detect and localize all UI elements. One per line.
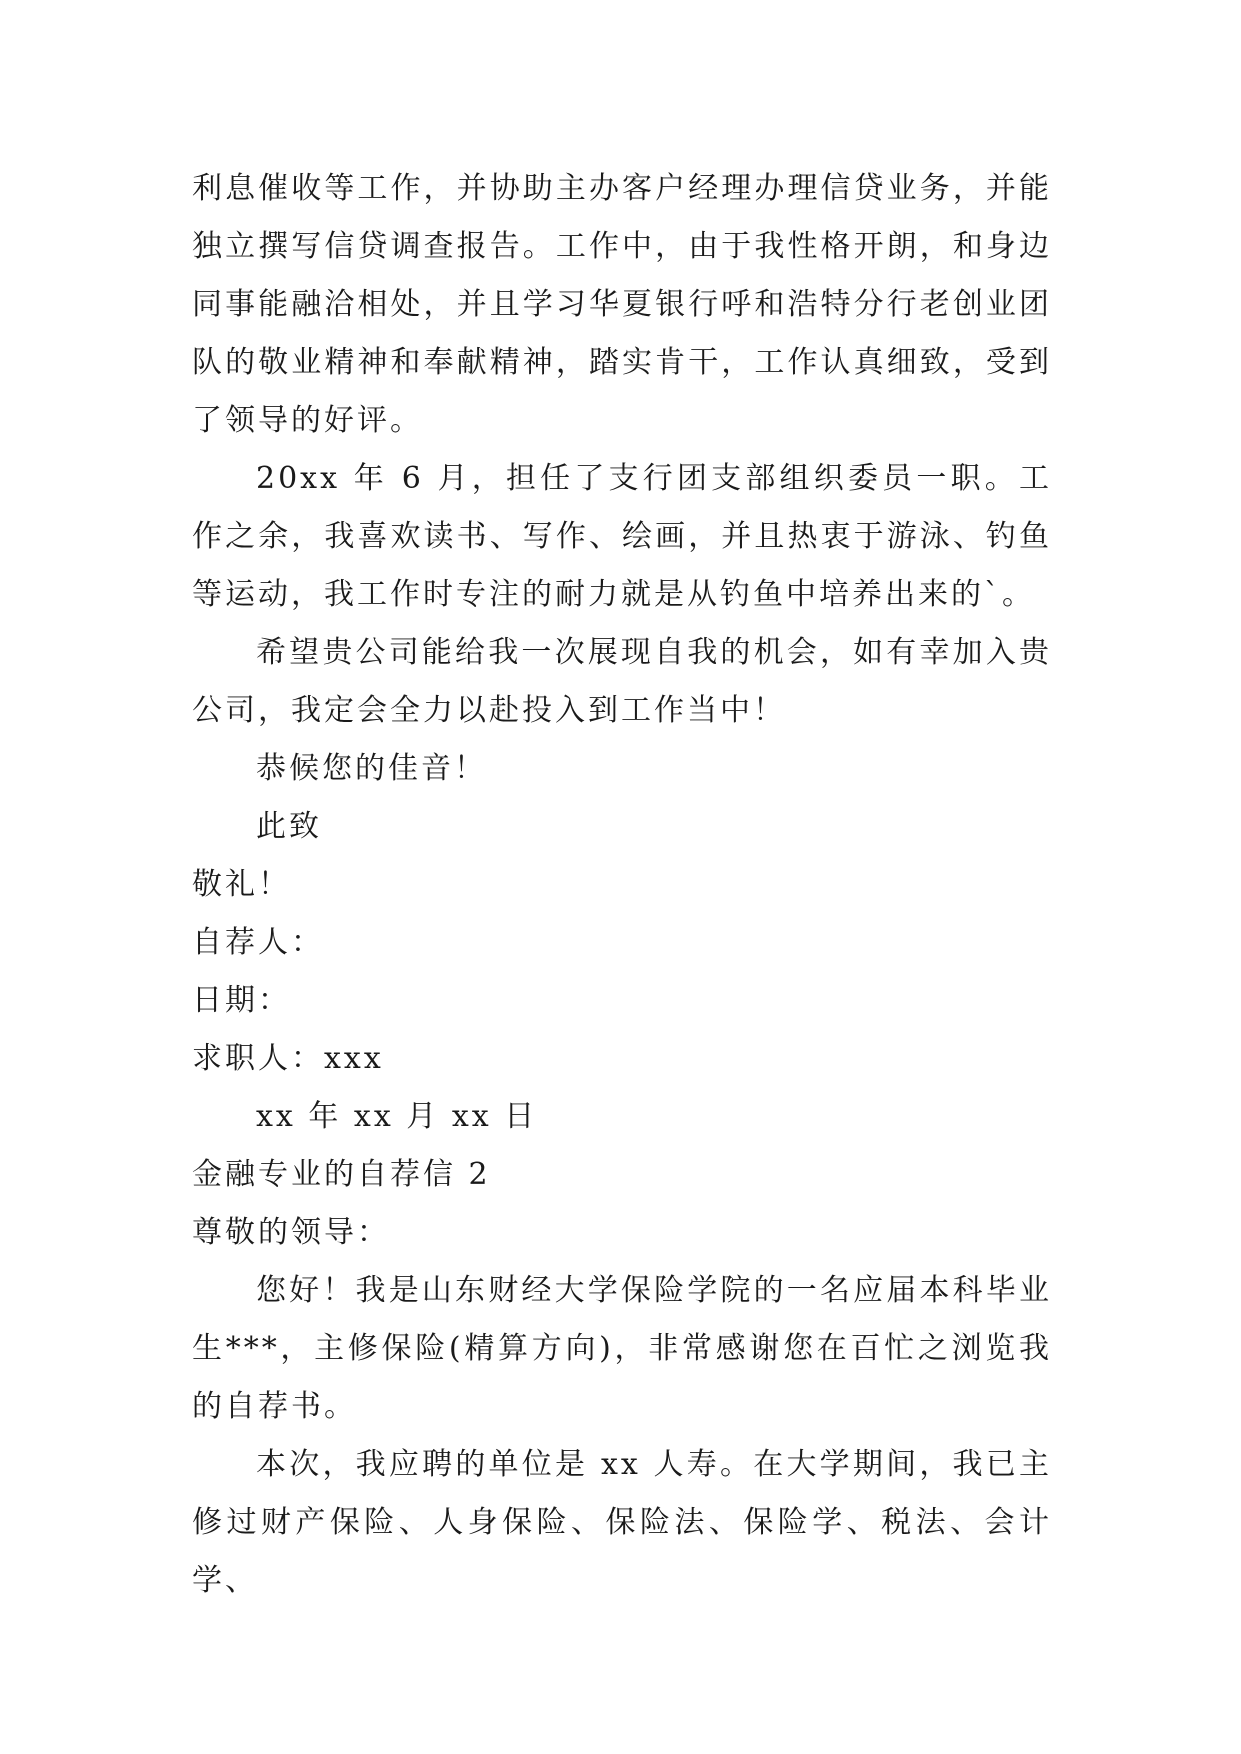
- date-label: 日期：: [192, 983, 291, 1018]
- paragraph-hope: 希望贵公司能给我一次展现自我的机会，如有幸加入贵公司，我定会全力以赴投入到工作当中！: [192, 635, 1052, 728]
- paragraph-work-experience: 利息催收等工作，并协助主办客户经理办理信贷业务，并能独立撰写信贷调查报告。工作中，由于我性格开朗，和身边同事能融洽相处，并且学习华夏银行呼和浩特分行老创业团队的敬业精神和奉献精神，踏实肯干，工作认真细致，受到了领导的好评。: [192, 171, 1052, 438]
- paragraph-application: 本次，我应聘的单位是 xx 人寿。在大学期间，我已主修过财产保险、人身保险、保险法、保险学、税法、会计学、: [192, 1447, 1052, 1598]
- closing-regards: 此致: [256, 809, 322, 844]
- paragraph-introduction: 您好！我是山东财经大学保险学院的一名应届本科毕业生***，主修保险(精算方向)，非常感谢您在百忙之浏览我的自荐书。: [192, 1273, 1052, 1424]
- letter-body: [192, 160, 1052, 1610]
- letter-2-title: 金融专业的自荐信 2: [192, 1157, 491, 1192]
- salutation: 尊敬的领导：: [192, 1215, 390, 1250]
- date-value: xx 年 xx 月 xx 日: [256, 1099, 538, 1134]
- closing-salute: 敬礼！: [192, 867, 291, 902]
- paragraph-hobbies: 20xx 年 6 月，担任了支行团支部组织委员一职。工作之余，我喜欢读书、写作、绘画，并且热衷于游泳、钓鱼等运动，我工作时专注的耐力就是从钓鱼中培养出来的`。: [192, 461, 1052, 612]
- closing-await-reply: 恭候您的佳音！: [256, 751, 487, 786]
- applicant-line: 求职人：xxx: [192, 1041, 384, 1076]
- recommender-label: 自荐人：: [192, 925, 324, 960]
